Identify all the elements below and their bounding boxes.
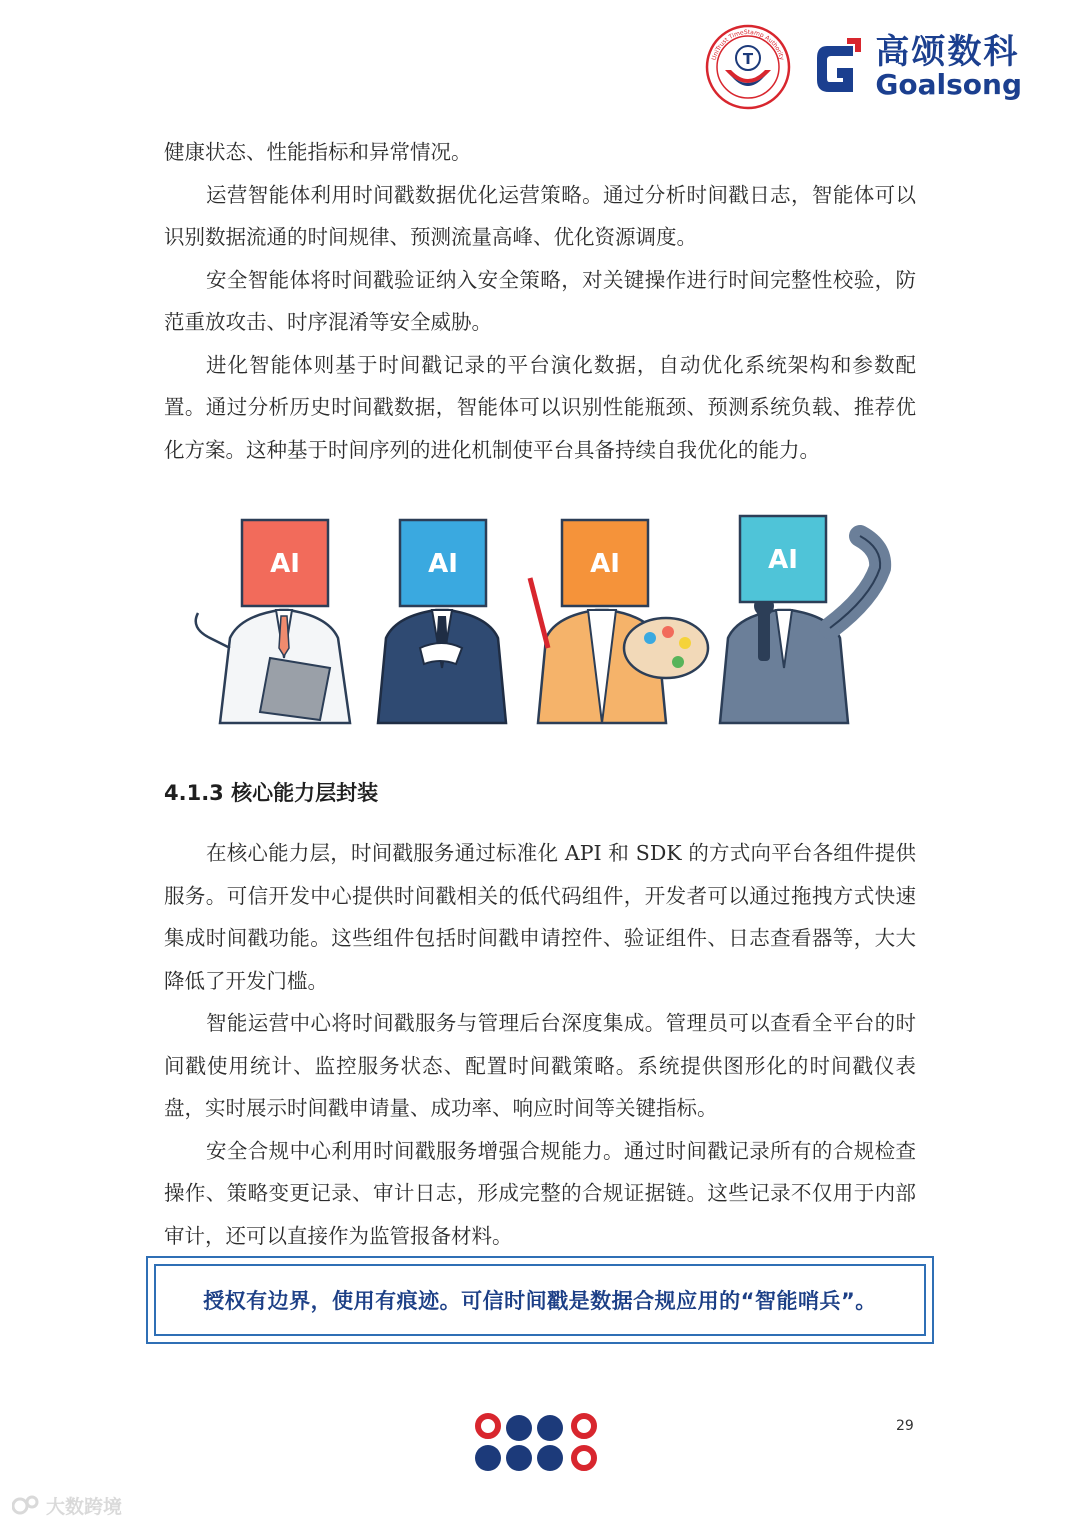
- body-text-bottom: [164, 832, 916, 1257]
- paragraph: 安全智能体将时间戳验证纳入安全策略，对关键操作进行时间完整性校验，防范重放攻击、时序混淆等安全威胁。: [164, 267, 916, 334]
- svg-text:UniTrust TimeStamp Authority: UniTrust TimeStamp Authority: [711, 28, 786, 62]
- callout-box: [146, 1256, 934, 1344]
- goalsong-mark-icon: [813, 36, 865, 98]
- businessman-figure: [378, 520, 506, 723]
- watermark: [12, 1492, 122, 1519]
- brand-name-en: Goalsong: [875, 68, 1022, 101]
- callout-text: 授权有边界，使用有痕迹。可信时间戳是数据合规应用的“智能哨兵”。: [203, 1289, 877, 1313]
- paragraph: 运营智能体利用时间戳数据优化运营策略。通过分析时间戳日志，智能体可以识别数据流通的时间规律、预测流量高峰、优化资源调度。: [164, 182, 916, 249]
- painter-figure: [530, 520, 708, 723]
- section-heading: 4.1.3 核心能力层封装: [164, 781, 379, 805]
- page-number: 29: [896, 1418, 914, 1434]
- watermark-logo-icon: [12, 1494, 42, 1518]
- body-text-top: [164, 131, 916, 471]
- speaker-figure: [720, 516, 880, 723]
- header-logos: [705, 22, 1022, 112]
- svg-text:AI: AI: [270, 549, 300, 579]
- paragraph: 安全合规中心利用时间戳服务增强合规能力。通过时间戳记录所有的合规检查操作、策略变更记录、审计日志，形成完整的合规证据链。这些记录不仅用于内部审计，还可以直接作为监管报备材料。: [164, 1138, 916, 1248]
- paragraph: 进化智能体则基于时间戳记录的平台演化数据，自动优化系统架构和参数配置。通过分析历史时间戳数据，智能体可以识别性能瓶颈、预测系统负载、推荐优化方案。这种基于时间序列的进化机制使平台具备持续自我优化的能力。: [164, 352, 916, 462]
- dots-logo-icon: [474, 1412, 604, 1476]
- paragraph: 在核心能力层，时间戳服务通过标准化 API 和 SDK 的方式向平台各组件提供服务。可信开发中心提供时间戳相关的低代码组件，开发者可以通过拖拽方式快速集成时间戳功能。这些组件包括时间戳申请控件、验证组件、日志查看器等，大大降低了开发门槛。: [164, 841, 916, 993]
- paragraph: 智能运营中心将时间戳服务与管理后台深度集成。管理员可以查看全平台的时间戳使用统计、监控服务状态、配置时间戳策略。系统提供图形化的时间戳仪表盘，实时展示时间戳申请量、成功率、响应时间等关键指标。: [164, 1011, 916, 1120]
- brand-name-cn: 高颂数科: [875, 32, 1020, 72]
- svg-text:AI: AI: [590, 549, 620, 579]
- ai-agents-illustration: [180, 498, 900, 728]
- watermark-text: 大数跨境: [46, 1496, 123, 1518]
- paragraph: 健康状态、性能指标和异常情况。: [164, 140, 472, 164]
- svg-text:AI: AI: [768, 545, 798, 575]
- svg-text:T: T: [743, 50, 754, 68]
- callout-inner: [154, 1264, 926, 1336]
- doctor-figure: [196, 520, 350, 723]
- brand-logo: [813, 32, 1022, 101]
- svg-text:AI: AI: [428, 549, 458, 579]
- timestamp-authority-seal-icon: [705, 24, 791, 110]
